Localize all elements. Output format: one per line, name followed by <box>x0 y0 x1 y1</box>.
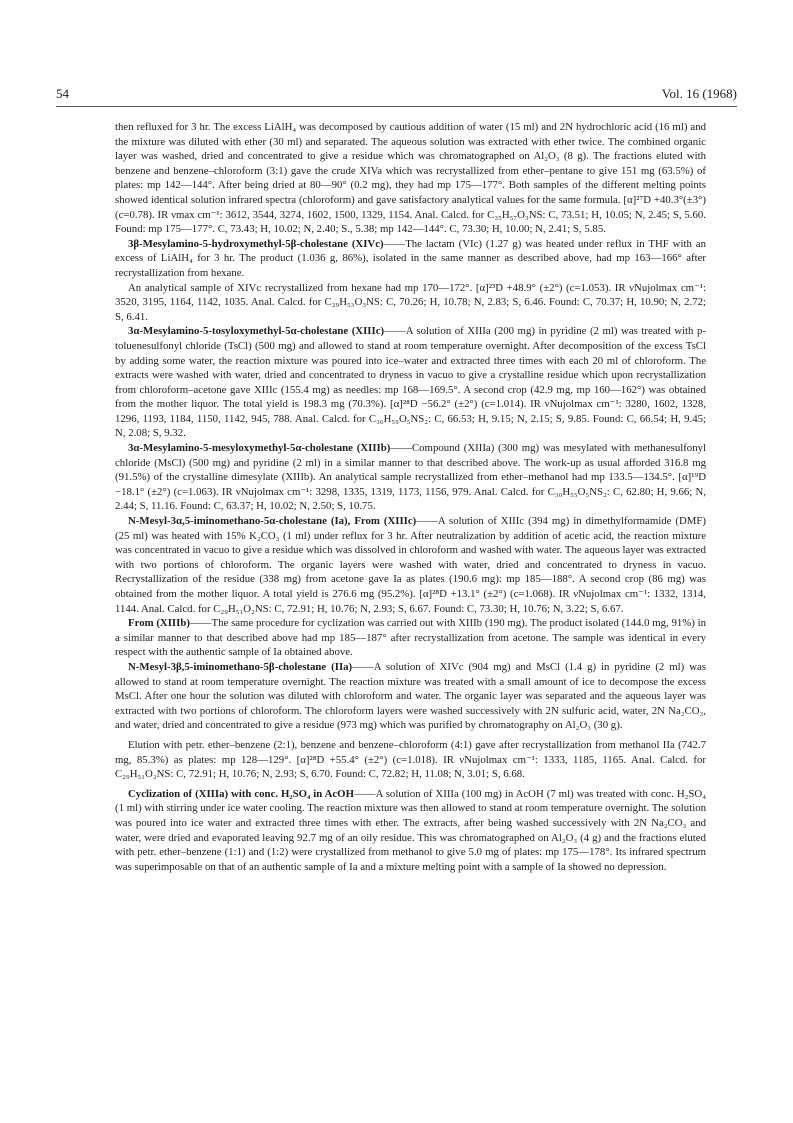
compound-heading: 3α-Mesylamino-5-mesyloxymethyl-5α-cholestane (XIIIb) <box>128 442 391 455</box>
running-head <box>56 86 737 104</box>
paragraph-xiiic: 3α-Mesylamino-5-tosyloxymethyl-5α-cholestane (XIIIc)——A solution of XIIIa (200 mg) in pyridine (2 ml) was treated with p-toluenesulfonyl chloride (TsCl) (500 mg) and allowed to stand at room temperature overnight. After decomposition of the excess TsCl by adding some water, the reaction mixture was poured into ice–water and extracted three times with each 20 ml of chloroform. The extracts were washed with water, dried and concentrated to dryness in vacuo to give a crystalline residue which upon recrystallization from chloroform–acetone gave XIIIc (155.4 mg) as needles: mp 168—169.5°. A second crop (42.9 mg, mp 160—162°) was obtained from the mother liquor. The total yield is 198.3 mg (70.3%). [α]²⁸D −56.2° (±2°) (c=1.014). IR νNujolmax cm⁻¹: 3280, 1602, 1328, 1296, 1193, 1184, 1150, 1142, 945, 788. Anal. Calcd. for C₃₆H₅₉O₅NS₂: C, 66.53; H, 9.15; N, 2.15; S, 9.85. Found: C, 66.54; H, 9.45; N, 2.08; S, 9.32. <box>115 325 706 440</box>
paragraph-cyclization: Cyclization of (XIIIa) with conc. H₂SO₄ in AcOH——A solution of XIIIa (100 mg) in AcOH (7 ml) was treated with conc. H₂SO₄ (1 ml) with stirring under ice water cooling. The reaction mixture was then allowed to stand at room temperature overnight. The solution was poured into ice water and extracted three times with ether. The extracts, after being washed successively with 2N Na₂CO₃ and water, were dried and evaporated leaving 92.7 mg of an oily residue. This was chromatographed on Al₂O₃ (4 g) and the fractions eluted with petr. ether–benzene (1:1) and (1:2) were crystallized from methanol to give 5.0 mg of plates: mp 175—178°. Its infrared spectrum was superimposable on that of an authentic sample of Ia and a mixture melting point with a sample of Ia showed no depression. <box>115 787 706 873</box>
experimental-text <box>115 120 706 874</box>
compound-heading: N-Mesyl-3β,5-iminomethano-5β-cholestane (IIa) <box>128 660 353 673</box>
paragraph-ia-from-xiiic: N-Mesyl-3α,5-iminomethano-5α-cholestane (Ia), From (XIIIc)——A solution of XIIIc (394 mg) in dimethylformamide (DMF) (25 ml) was heated with 15% K₂CO₃ (1 ml) under reflux for 3 hr. After neutralization by addition of acetic acid, the reaction mixture was concentrated in vacuo to give a residue which was dissolved in chloroform and washed with water. The aqueous layer was extracted with two portions of chloroform. The organic layers were washed with water, dried and concentrated to dryness in vacuo. Recrystallization of the residue (338 mg) from acetone gave Ia as plates (190.6 mg): mp 185—188°. A second crop (86 mg) was obtained from the mother liquor. A total yield is 276.6 mg (95.2%). [α]²⁸D +13.1° (±2°) (c=1.068). IR νNujolmax cm⁻¹: 1332, 1314, 1144. Anal. Calcd. for C₂₉H₅₁O₂NS: C, 72.91; H, 10.76; N, 2.93; S, 6.67. Found: C, 73.30; H, 10.76; N, 3.22; S, 6.67. <box>115 515 706 615</box>
compound-heading: 3β-Mesylamino-5-hydroxymethyl-5β-cholestane (XIVc) <box>128 237 384 250</box>
paragraph-xivc-analysis: An analytical sample of XIVc recrystallized from hexane had mp 170—172°. [α]²³D +48.9° (±2°) (c=1.053). IR νNujolmax cm⁻¹: 3520, 3195, 1164, 1142, 1035. Anal. Calcd. for C₂₉H₅₃O₃NS: C, 70.26; H, 10.78; N, 2.83; S, 6.46. Found: C, 70.37; H, 10.90; N, 2.72; S, 6.41. <box>115 281 706 323</box>
page-number: 54 <box>56 86 69 101</box>
compound-heading: 3α-Mesylamino-5-tosyloxymethyl-5α-cholestane (XIIIc) <box>128 325 385 338</box>
compound-heading: Cyclization of (XIIIa) with conc. H₂SO₄ in AcOH <box>128 787 354 800</box>
header-rule <box>56 106 737 107</box>
compound-heading: From (XIIIb) <box>128 617 190 630</box>
paragraph-xiva-continued: then refluxed for 3 hr. The excess LiAlH₄ was decomposed by cautious addition of water (15 ml) and 2N hydrochloric acid (16 ml) and the mixture was diluted with ether (30 ml) and separated. The aqueous solution was extracted with ether twice. The combined organic layer was washed, dried and concentrated to give a residue which was chromatographed on Al₂O₃ (8 g). The fractions eluted with benzene and benzene–chloroform (3:1) gave the crude XIVa which was recrystallized from ether–pentane to give 151 mg (63.5%) of plates: mp 142—144°. After being dried at 80—90° (0.2 mg), they had mp 175—177°. Both samples of the different melting points showed identical solution infrared spectra (chloroform) and gave satisfactory analytical values for the same formula. [α]²⁷D +40.3°(±3°) (c=0.78). IR νmax cm⁻¹: 3612, 3544, 3274, 1602, 1500, 1329, 1154. Anal. Calcd. for C₃₅H₅₇O₃NS: C, 73.51; H, 10.05; N, 2.45; S, 5.60. Found: mp 175—177°. C, 73.43; H, 10.02; N, 2.40; S., 5.38; mp 142—144°. C, 73.30; H, 10.00; N, 2.41; S, 5.85. <box>115 121 706 236</box>
paragraph-xivc: 3β-Mesylamino-5-hydroxymethyl-5β-cholestane (XIVc)——The lactam (VIc) (1.27 g) was heated under reflux in THF with an excess of LiAlH₄ for 3 hr. The product (1.036 g, 86%), isolated in the same manner as described above, had mp 163—166° after recrystallization from hexane. <box>115 237 706 279</box>
paragraph-iia-elution: Elution with petr. ether–benzene (2:1), benzene and benzene–chloroform (4:1) gave after recrystallization from methanol IIa (742.7 mg, 85.3%) as plates: mp 128—129°. [α]²⁸D +55.4° (±2°) (c=1.018). IR νNujolmax cm⁻¹: 1333, 1185, 1165. Anal. Calcd. for C₂₉H₅₁O₂NS: C, 72.91; H, 10.76; N, 2.93; S, 6.70. Found: C, 72.82; H, 11.08; N, 3.01; S, 6.68. <box>115 738 706 781</box>
paragraph-xiiib: 3α-Mesylamino-5-mesyloxymethyl-5α-cholestane (XIIIb)——Compound (XIIIa) (300 mg) was mesylated with methanesulfonyl chloride (MsCl) (500 mg) and pyridine (2 ml) in a similar manner to that described above. The work-up as usual afforded 316.8 mg (91.5%) of the crystalline dimesylate (XIIIb). An analytical sample recrystallized from ether–methanol had mp 133.5—134.5°. [α]¹⁹D −18.1° (±2°) (c=1.063). IR νNujolmax cm⁻¹: 3298, 1335, 1319, 1173, 1156, 979. Anal. Calcd. for C₃₀H₅₅O₅NS₂: C, 62.80; H, 9.66; N, 2.44; S, 11.16. Found: C, 63.37; H, 10.02; N, 2.50; S, 10.75. <box>115 442 707 513</box>
paragraph-iia: N-Mesyl-3β,5-iminomethano-5β-cholestane (IIa)——A solution of XIVc (904 mg) and MsCl (1.4 g) in pyridine (2 ml) was allowed to stand at room temperature overnight. The reaction mixture was treated with a small amount of ice to decompose the excess MsCl. After one hour the solution was diluted with chloroform and water. The organic layer was separated and the aqueous layer was extracted with two portions of chloroform. The chloroform layers were washed successively with 2N sulfuric acid, water, 2N Na₂CO₃, and water, dried and concentrated to give a residue (973 mg) which was purified by chromatography on Al₂O₃ (30 g). <box>115 660 706 732</box>
compound-heading: N-Mesyl-3α,5-iminomethano-5α-cholestane (Ia), From (XIIIc) <box>128 515 417 528</box>
paragraph-ia-from-xiiib: From (XIIIb)——The same procedure for cyclization was carried out with XIIIb (190 mg). The product isolated (144.0 mg, 91%) in a similar manner to that described above had mp 185—187° after recrystallization from acetone. The sample was identical in every respect with the authentic sample of Ia obtained above. <box>115 617 706 659</box>
volume-label: Vol. 16 (1968) <box>661 86 737 101</box>
